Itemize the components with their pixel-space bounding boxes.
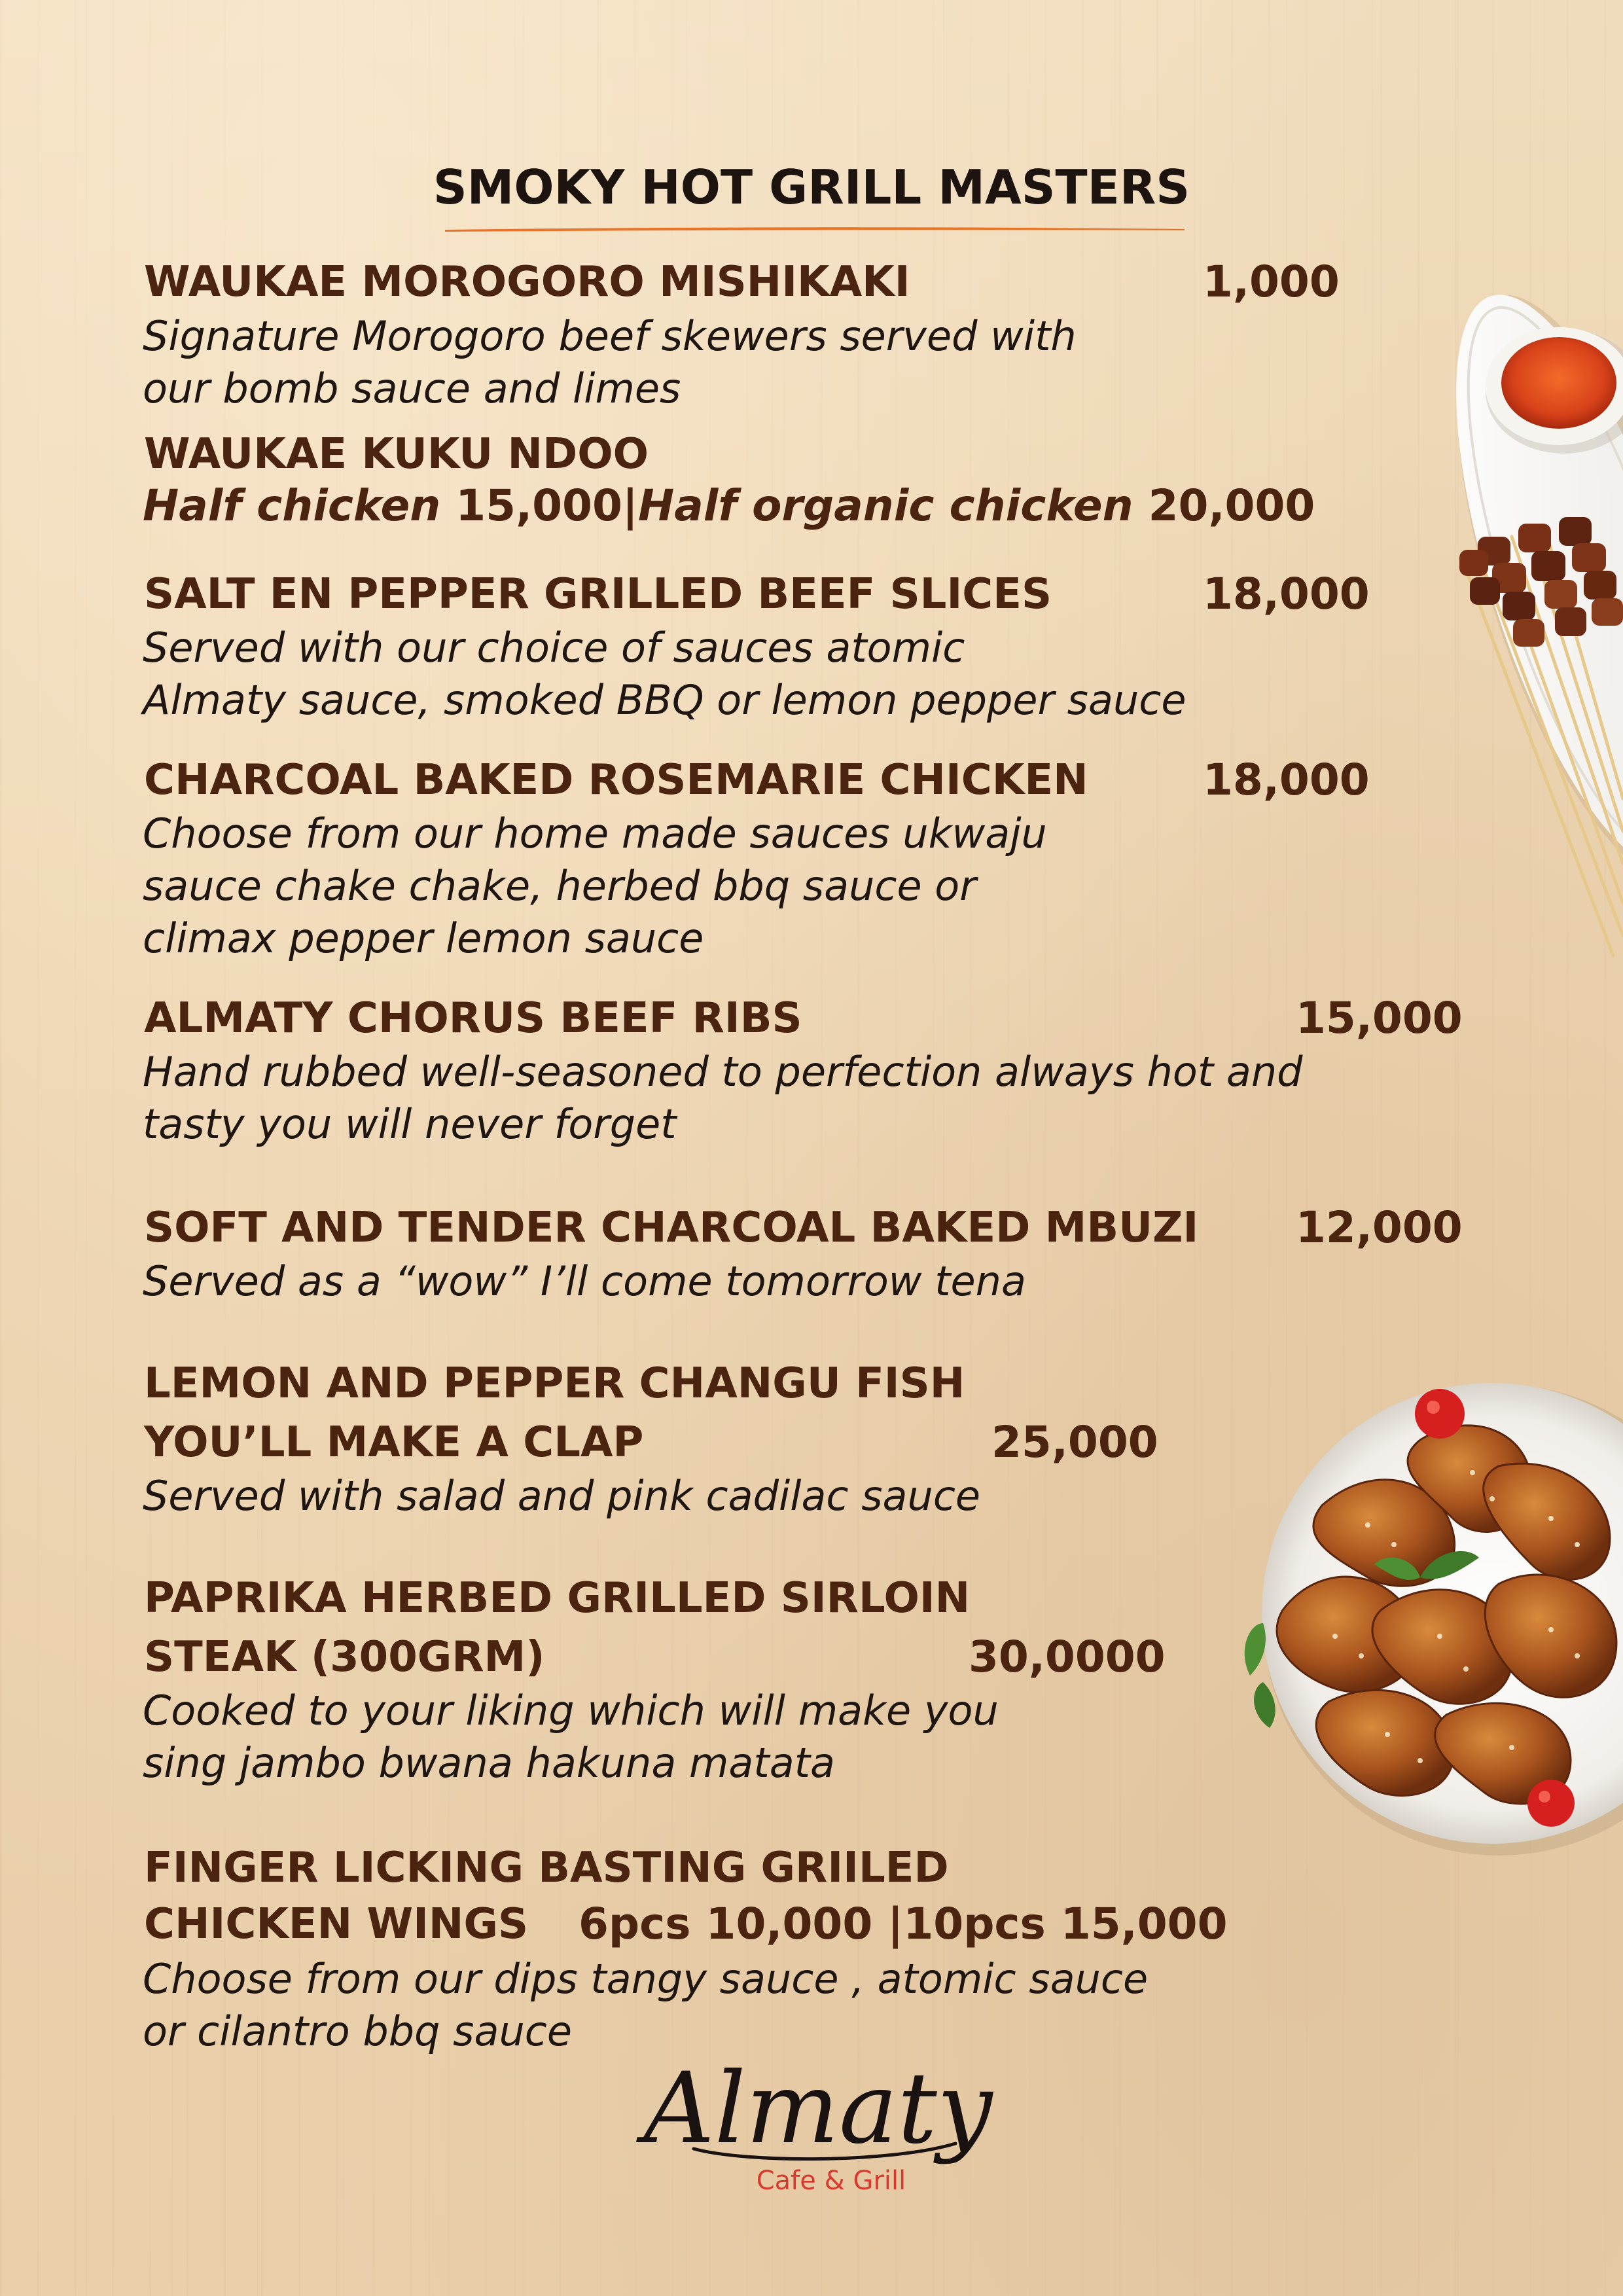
- item-desc-sirloin-line2: sing jambo bwana hakuna matata: [143, 1739, 836, 1787]
- brand-tagline: Cafe & Grill: [756, 2166, 906, 2196]
- item-price-mbuzi: 12,000: [1296, 1202, 1463, 1253]
- item-options-kuku-ndoo: [143, 478, 1315, 534]
- item-price-sirloin: 30,0000: [969, 1632, 1166, 1682]
- option-half-chicken-label: Half chicken: [143, 480, 441, 531]
- item-name-wings-line2: CHICKEN WINGS: [144, 1900, 529, 1948]
- item-name-wings-line1: FINGER LICKING BASTING GRIILED: [144, 1844, 949, 1892]
- item-name-kuku-ndoo: WAUKAE KUKU NDOO: [144, 430, 649, 478]
- item-desc-mishikaki-line1: Signature Morogoro beef skewers served with: [143, 312, 1077, 360]
- item-price-mishikaki: 1,000: [1203, 257, 1340, 307]
- item-name-mishikaki: WAUKAE MOROGORO MISHIKAKI: [144, 258, 910, 306]
- menu-title: SMOKY HOT GRILL MASTERS: [433, 160, 1190, 215]
- item-name-changu-line1: LEMON AND PEPPER CHANGU FISH: [144, 1359, 965, 1408]
- almaty-logo: [615, 2065, 1021, 2215]
- option-6pcs: 6pcs 10,000: [579, 1899, 873, 1949]
- item-desc-rosemarie-line3: climax pepper lemon sauce: [143, 914, 704, 962]
- item-desc-wings-line1: Choose from our dips tangy sauce , atomic sauce: [143, 1955, 1149, 2003]
- item-desc-mishikaki-line2: our bomb sauce and limes: [143, 365, 681, 412]
- item-desc-beef-ribs-line2: tasty you will never forget: [143, 1100, 677, 1148]
- option-organic-chicken-label: Half organic chicken: [638, 480, 1133, 531]
- item-name-rosemarie-chicken: CHARCOAL BAKED ROSEMARIE CHICKEN: [144, 756, 1088, 804]
- option-separator: |: [622, 480, 639, 531]
- item-desc-beef-ribs-line1: Hand rubbed well-seasoned to perfection always hot and: [143, 1048, 1303, 1096]
- item-desc-changu: Served with salad and pink cadilac sauce: [143, 1472, 981, 1520]
- brand-name: Almaty: [643, 2065, 993, 2166]
- item-price-beef-slices: 18,000: [1203, 569, 1370, 619]
- option-separator: |: [887, 1899, 904, 1949]
- item-desc-beef-slices-line1: Served with our choice of sauces atomic: [143, 624, 965, 672]
- item-price-changu: 25,000: [991, 1417, 1158, 1467]
- option-organic-chicken-price: 20,000: [1148, 480, 1315, 531]
- skewers-platter-image: [1387, 275, 1623, 969]
- item-name-beef-ribs: ALMATY CHORUS BEEF RIBS: [144, 994, 802, 1043]
- item-price-beef-ribs: 15,000: [1296, 993, 1463, 1043]
- item-desc-sirloin-line1: Cooked to your liking which will make you: [143, 1687, 999, 1734]
- option-half-chicken-price: 15,000: [455, 480, 622, 531]
- item-desc-beef-slices-line2: Almaty sauce, smoked BBQ or lemon pepper sauce: [143, 676, 1186, 724]
- item-desc-mbuzi: Served as a “wow” I’ll come tomorrow tena: [143, 1257, 1026, 1305]
- item-desc-wings-line2: or cilantro bbq sauce: [143, 2007, 572, 2055]
- item-name-changu-line2: YOU’LL MAKE A CLAP: [144, 1418, 644, 1467]
- chicken-wings-plate-image: [1224, 1361, 1623, 1885]
- item-name-beef-slices: SALT EN PEPPER GRILLED BEEF SLICES: [144, 570, 1052, 619]
- item-desc-rosemarie-line2: sauce chake chake, herbed bbq sauce or: [143, 862, 976, 910]
- item-options-wings: [579, 1897, 1228, 1952]
- item-desc-rosemarie-line1: Choose from our home made sauces ukwaju: [143, 810, 1047, 857]
- item-price-rosemarie-chicken: 18,000: [1203, 755, 1370, 805]
- option-10pcs: 10pcs 15,000: [903, 1899, 1228, 1949]
- title-underline: [445, 226, 1185, 232]
- item-name-sirloin-line1: PAPRIKA HERBED GRILLED SIRLOIN: [144, 1574, 971, 1623]
- item-name-sirloin-line2: STEAK (300GRM): [144, 1633, 545, 1681]
- item-name-mbuzi: SOFT AND TENDER CHARCOAL BAKED MBUZI: [144, 1204, 1199, 1252]
